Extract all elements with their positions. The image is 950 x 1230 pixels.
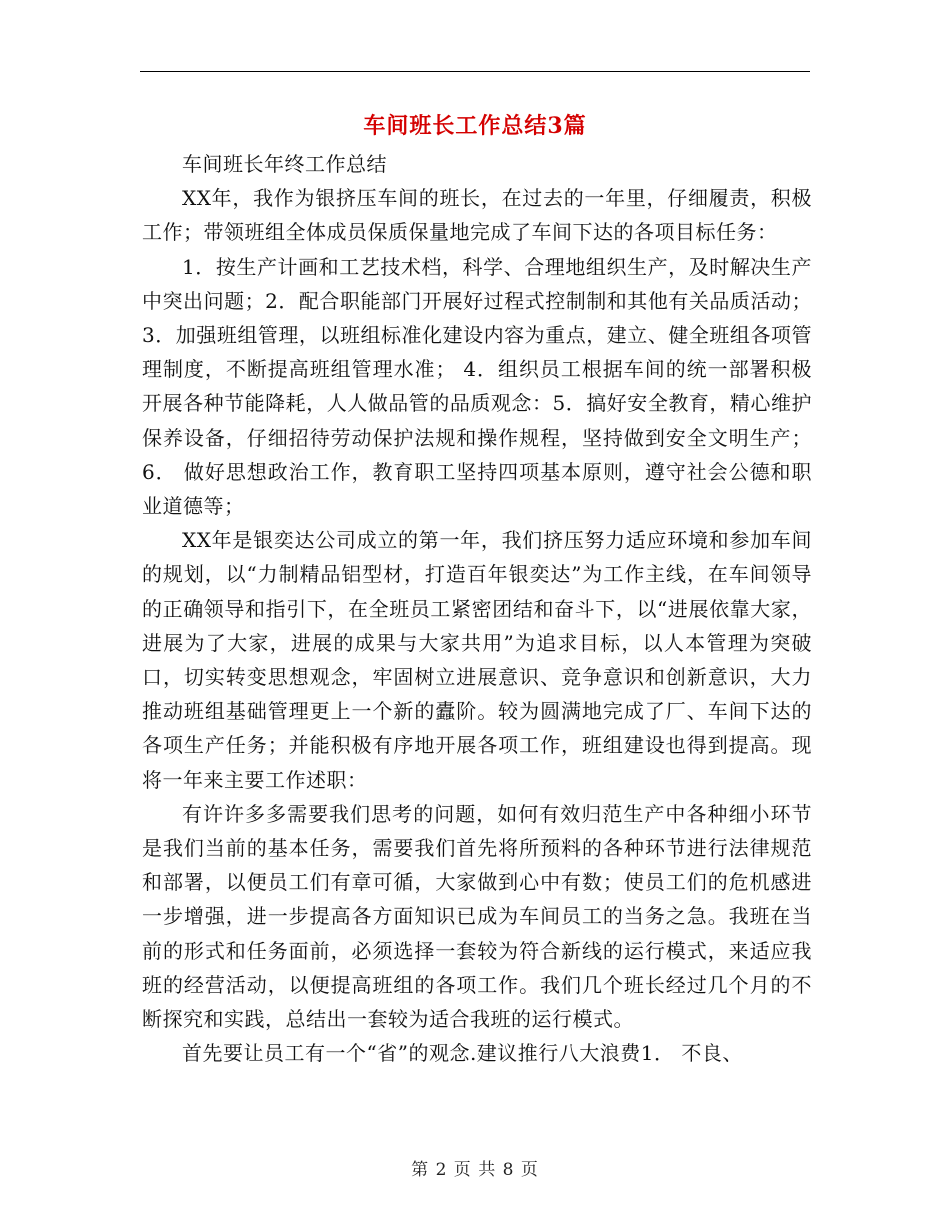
paragraph-saving: 首先要让员工有一个“省”的观念.建议推行八大浪费1． 不良、 <box>182 1041 743 1066</box>
paragraph-intro: XX年，我作为银挤压车间的班长，在过去的一年里，仔细履责，积极工作；带领班组全体成员保质保量地完成了车间下达的各项目标任务： <box>142 186 812 245</box>
header-rule <box>140 71 810 72</box>
document-body <box>142 147 812 1070</box>
paragraph-task-list: 1．按生产计画和工艺技术档，科学、合理地组织生产，及时解决生产中突出问题；2．配合职能部门开展好过程式控制制和其他有关品质活动；3．加强班组管理，以班组标准化建设内容为重点，建立、健全班组各项管理制度，不断提高班组管理水准； 4．组织员工根据车间的统一部署积极开展各种节能降耗，人人做品管的品质观念：5．搞好安全教育，精心维护保养设备，仔细招待劳动保护法规和操作规程，坚持做到安全文明生产；6． 做好思想政治工作，教育职工坚持四项基本原则，遵守社会公德和职业道德等； <box>142 254 812 519</box>
document-title: 车间班长工作总结3篇 <box>363 113 587 139</box>
page-number-footer: 第 2 页 共 8 页 <box>411 1160 539 1180</box>
paragraph-problems: 有许许多多需要我们思考的问题，如何有效归范生产中各种细小环节是我们当前的基本任务，需要我们首先将所预料的各种环节进行法律规范和部署，以便员工们有章可循，大家做到心中有数；使员工们的危机感进一步增强，进一步提高各方面知识已成为车间员工的当务之急。我班在当前的形式和任务面前，必须选择一套较为符合新线的运行模式，来适应我班的经营活动，以便提高班组的各项工作。我们几个班长经过几个月的不断探究和实践，总结出一套较为适合我班的运行模式。 <box>142 801 812 1032</box>
section-heading: 车间班长年终工作总结 <box>182 152 387 176</box>
paragraph-first-year: XX年是银奕达公司成立的第一年，我们挤压努力适应环境和参加车间的规划，以“力制精品铝型材，打造百年银奕达”为工作主线，在车间领导的正确领导和指引下，在全班员工紧密团结和奋斗下，以“进展依靠大家，进展为了大家，进展的成果与大家共用”为追求目标，以人本管理为突破口，切实转变思想观念，牢固树立进展意识、竞争意识和创新意识，大力推动班组基础管理更上一个新的蠹阶。较为圆满地完成了厂、车间下达的各项生产任务；并能积极有序地开展各项工作，班组建设也得到提高。现将一年来主要工作述职： <box>142 528 812 792</box>
